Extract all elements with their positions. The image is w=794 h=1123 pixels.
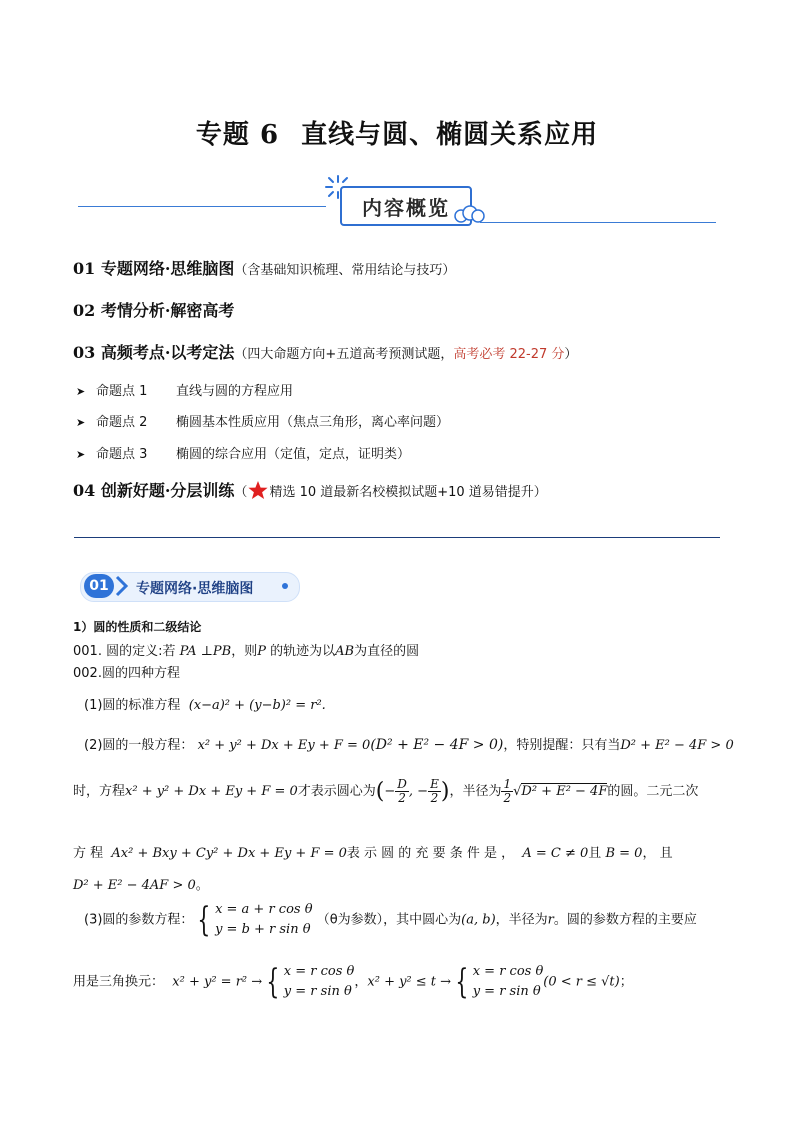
section-title: 专题网络·思维脑图	[100, 259, 235, 278]
section-03	[73, 340, 577, 363]
bullet-point: 命题点 1	[96, 384, 148, 399]
math: x² + y² = r² →	[172, 974, 263, 990]
text: ， 且	[642, 846, 673, 861]
text: (3)圆的参数方程：	[84, 912, 194, 928]
text: (1)圆的标准方程	[84, 698, 181, 713]
text: 。	[195, 878, 209, 893]
banner-rule-left	[78, 206, 326, 207]
general-equation	[84, 734, 734, 753]
bullet-item	[76, 380, 293, 399]
cloud-icon	[452, 204, 486, 224]
section-01	[73, 256, 455, 279]
math: x² + y² + Dx + Ey + F = 0	[197, 738, 371, 753]
fraction: $\frac{E}{2}$	[430, 777, 439, 805]
text: ，特别提醒：只有当	[503, 738, 621, 753]
overview-banner: 内容概览	[340, 186, 472, 226]
math: (a, b)	[461, 912, 496, 928]
fraction: $\frac{D}{2}$	[397, 777, 407, 805]
title-part2: 直线与圆、椭圆关系应用	[301, 120, 599, 150]
text: ，半径为	[449, 784, 502, 799]
divider	[74, 537, 720, 538]
math: P	[257, 644, 266, 659]
math: A = C ≠ 0	[522, 846, 589, 861]
text: ，	[354, 974, 368, 990]
text: 001. 圆的定义:若	[73, 644, 176, 659]
bullet-item	[76, 443, 410, 462]
dot-icon	[282, 583, 288, 589]
math: (0 < r ≤ √t)	[543, 974, 620, 990]
text: 的圆。二元二次	[607, 784, 699, 799]
text: ，则	[231, 644, 258, 659]
text: 表 示 圆 的 充 要 条 件 是 ，	[346, 846, 515, 861]
bullet-text: 直线与圆的方程应用	[176, 384, 294, 399]
text: 。圆的参数方程的主要应	[553, 912, 697, 928]
math: AB	[335, 644, 355, 659]
text: 才表示圆心为	[297, 784, 376, 799]
math: r	[547, 912, 554, 928]
text: （θ为参数），其中圆心为	[316, 912, 462, 928]
section-num: 01	[73, 259, 96, 278]
math: Ax² + Bxy + Cy² + Dx + Ey + F = 0	[111, 846, 347, 861]
section-header-number: 01	[84, 574, 114, 598]
bullet-item	[76, 411, 449, 430]
arrow-bullet-icon: ➤	[76, 385, 86, 398]
math: PA ⊥PB	[179, 644, 232, 659]
section-title: 高频考点·以考定法	[100, 343, 235, 362]
math: (D² + E² − 4F > 0)	[370, 737, 504, 753]
section-header-label: 专题网络·思维脑图	[136, 581, 254, 597]
section-note-end: ）	[564, 347, 578, 362]
bullet-point: 命题点 2	[96, 415, 148, 430]
section-title: 考情分析·解密高考	[100, 301, 235, 320]
text: 的轨迹为以	[270, 644, 336, 659]
page-title	[0, 114, 794, 151]
line-001	[73, 640, 419, 659]
text: 为直径的圆	[354, 644, 420, 659]
line-002: 002.圆的四种方程	[73, 666, 180, 681]
math: D² + E² − 4AF > 0	[73, 878, 196, 893]
equation-system: x = r cos θ y = r sin θ	[283, 964, 355, 999]
arrow-bullet-icon: ➤	[76, 448, 86, 461]
section-num: 04	[73, 481, 96, 500]
section-note: 精选 10 道最新名校模拟试题+10 道易错提升）	[269, 485, 547, 500]
math: D² + E² − 4F	[521, 784, 608, 799]
general-equation-3	[73, 842, 721, 861]
chevron-right-icon	[112, 574, 132, 598]
arrow-bullet-icon: ➤	[76, 416, 86, 429]
section-note-highlight: 高考必考 22-27 分	[453, 347, 565, 362]
section-title: 创新好题·分层训练	[100, 481, 235, 500]
equation-system: x = a + r cos θ y = b + r sin θ	[215, 902, 313, 937]
parametric-equation: (3)圆的参数方程： { x = a + r cos θ y = b + r sin θ （θ为参数），其中圆心为(a, b)，半径为r。圆的参数方程的主要应	[84, 900, 697, 940]
bullet-text: 椭圆的综合应用（定值，定点，证明类）	[176, 447, 411, 462]
section-note: （四大命题方向+五道高考预测试题，	[234, 347, 454, 362]
text: 且	[588, 846, 602, 861]
text: ；	[619, 974, 633, 990]
text: 时，方程	[73, 784, 126, 799]
section-02	[73, 298, 234, 321]
math: D² + E² − 4F > 0	[620, 738, 734, 753]
math: x² + y² + Dx + Ey + F = 0	[125, 784, 298, 799]
text: ，半径为	[495, 912, 548, 928]
section-num: 02	[73, 301, 96, 320]
general-equation-2: 时，方程x² + y² + Dx + Ey + F = 0才表示圆心为(− $\frac{D}{2}$ , − $\frac{E}{2}$ )，半径为 $\frac{1}{2}$ √D² + E² − 4F的圆。二元二次	[73, 777, 699, 805]
title-part1: 专题 6	[195, 120, 280, 150]
section-num: 03	[73, 343, 96, 362]
bullet-point: 命题点 3	[96, 447, 148, 462]
math: B = 0	[605, 846, 643, 861]
general-equation-4	[73, 874, 209, 893]
trig-substitution: 用是三角换元： x² + y² = r² → { x = r cos θ y = r sin θ ，x² + y² ≤ t → { x = r cos θ y = r sin θ (0 < r ≤ √t)；	[73, 962, 633, 1002]
star-icon	[247, 480, 269, 500]
text: 用是三角换元：	[73, 974, 165, 990]
section-04	[73, 478, 547, 501]
section-note-open: （	[234, 485, 248, 500]
fraction: $\frac{1}{2}$	[503, 777, 512, 805]
equation-system: x = r cos θ y = r sin θ	[472, 964, 544, 999]
math: x² + y² ≤ t →	[367, 974, 452, 990]
bullet-text: 椭圆基本性质应用（焦点三角形，离心率问题）	[176, 415, 450, 430]
text: 方 程	[73, 846, 104, 861]
standard-equation	[84, 694, 326, 713]
section-note: （含基础知识梳理、常用结论与技巧）	[234, 263, 456, 278]
banner-rule-right	[480, 222, 716, 223]
math: (x−a)² + (y−b)² = r².	[188, 698, 326, 713]
content-heading: 1）圆的性质和二级结论	[73, 620, 202, 634]
text: (2)圆的一般方程：	[84, 738, 194, 753]
